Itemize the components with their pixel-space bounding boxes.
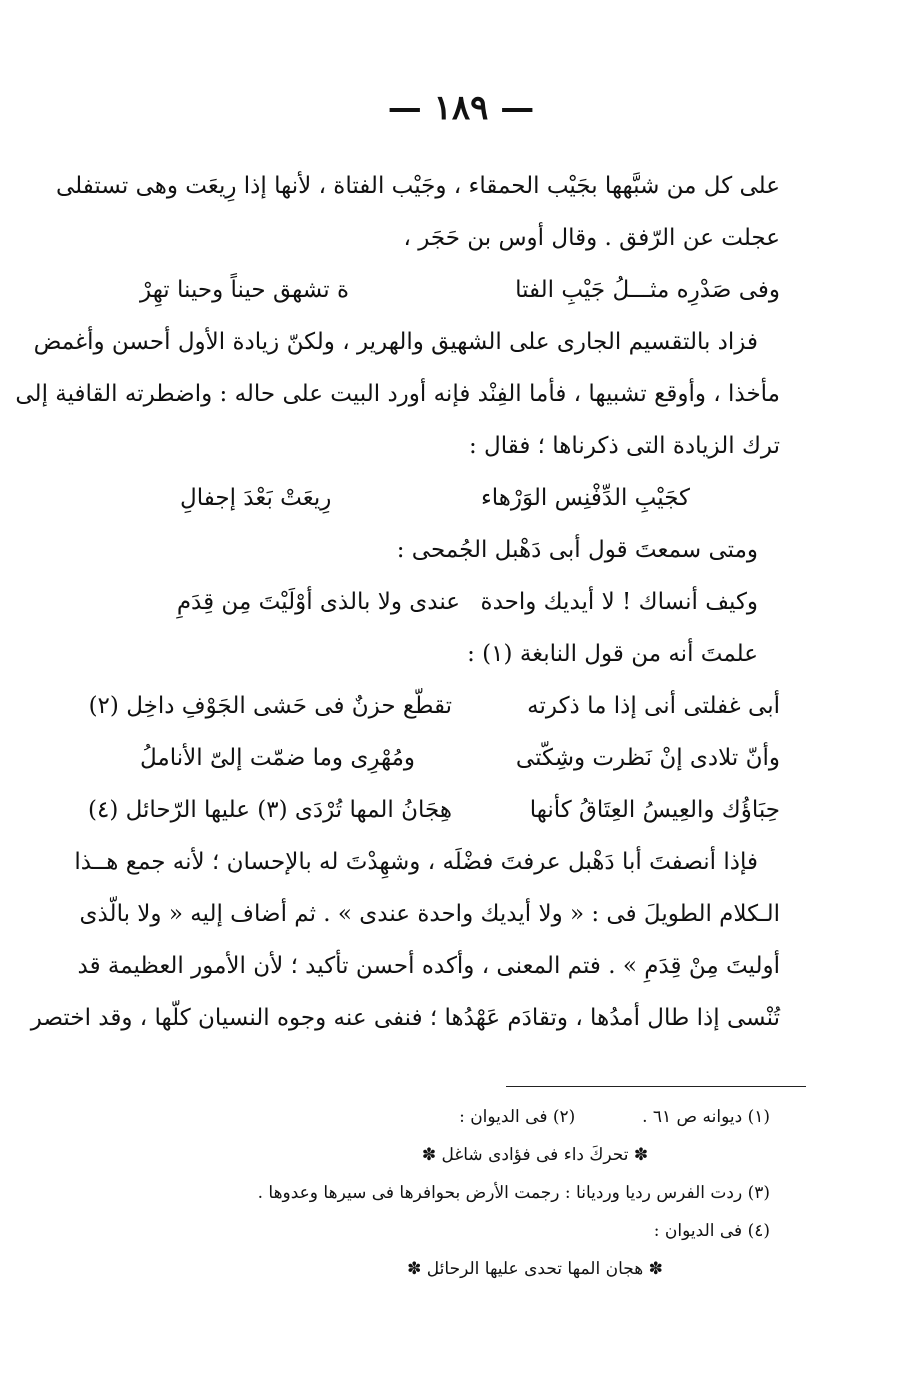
- text-line: ومتى سمعتَ قول أبى دَهْبل الجُمحى :: [396, 537, 758, 563]
- text-line: عجلت عن الرّفق . وقال أوس بن حَجَر ،: [403, 225, 780, 251]
- text-line: تُنْسى إذا طال أمدُها ، وتقادَم عَهْدُها ؛ فنفى عنه وجوه النسيان كلّها ، وقد اختصر: [30, 1005, 780, 1031]
- text-line: فزاد بالتقسيم الجارى على الشهيق والهرير ، ولكنّ زيادة الأول أحسن وأغمض: [33, 329, 758, 355]
- text-line: ترك الزيادة التى ذكرناها ؛ فقال :: [468, 433, 780, 459]
- footnote-divider: [506, 1086, 806, 1087]
- main-text: [15, 160, 780, 1044]
- verse-second-hemistich: ة تشهق حيناً وحينا تهِرْ: [140, 277, 350, 303]
- verse-line: [140, 732, 780, 784]
- text-line: فإذا أنصفتَ أبا دَهْبل عرفتَ فضْلَه ، وشهِدْتَ له بالإحسان ؛ لأنه جمع هــذا: [74, 849, 758, 875]
- footnote-row: [180, 1098, 770, 1136]
- page-number: — ١٨٩ —: [387, 88, 535, 128]
- verse-second-hemistich: رِيعَتْ بَعْدَ إجفالِ: [180, 485, 332, 511]
- footnote-2: (٢) فى الديوان :: [459, 1107, 576, 1127]
- verse-first-hemistich: وفى صَدْرِه مثـــلُ جَيْبِ الفتا: [515, 277, 780, 303]
- verse-line: [88, 680, 780, 732]
- verse-first-hemistich: أبى غفلتى أنى إذا ما ذكرته: [527, 693, 780, 719]
- footnote-4-verse: ✽ هجان المها تحدى عليها الرحائل ✽: [407, 1259, 663, 1279]
- text-line: علمتَ أنه من قول النابغة (١) :: [467, 641, 758, 667]
- footnotes: [180, 1098, 770, 1288]
- text-line: الـكلام الطويلَ فى : « ولا أيديك واحدة عندى » . ثم أضاف إليه « ولا بالّذى: [79, 901, 780, 927]
- verse-line: [140, 472, 780, 524]
- verse-line: [140, 264, 780, 316]
- verse-second-hemistich: ومُهْرِى وما ضمّت إلىّ الأناملُ: [140, 745, 416, 771]
- text-line: مأخذا ، وأوقع تشبيها ، فأما الفِنْد فإنه أورد البيت على حاله : واضطرته القافية إلى: [15, 381, 780, 407]
- verse-first-hemistich: وكيف أنساك ! لا أيديك واحدة: [480, 589, 758, 615]
- text-line: أوليتَ مِنْ قِدَمِ » . فتم المعنى ، وأكده أحسن تأكيد ؛ لأن الأمور العظيمة قد: [77, 953, 780, 979]
- text-line: على كل من شبَّهها بجَيْب الحمقاء ، وجَيْب الفتاة ، لأنها إذا رِيعَت وهى تستفلى: [55, 173, 780, 199]
- verse-line: [87, 784, 780, 836]
- verse-line: [140, 576, 780, 628]
- footnote-1: (١) ديوانه ص ٦١ .: [642, 1107, 770, 1127]
- verse-first-hemistich: كجَيْبِ الدِّفْنِس الوَرْهاء: [480, 485, 690, 511]
- footnote-3: (٣) ردت الفرس رديا ورديانا : رجمت الأرض بحوافرها فى سيرها وعدوها .: [257, 1183, 770, 1203]
- footnote-4: (٤) فى الديوان :: [653, 1221, 770, 1241]
- footnote-2-verse: ✽ تحركَ داء فى فؤادى شاغل ✽: [421, 1145, 649, 1165]
- verse-first-hemistich: حِبَاؤُك والعِيسُ العِتَاقُ كأنها: [529, 797, 780, 823]
- verse-second-hemistich: عندى ولا بالذى أوْلَيْتَ مِن قِدَمِ: [176, 589, 460, 615]
- verse-first-hemistich: وأنّ تلادى إنْ نَظرت وشِكّتى: [515, 745, 780, 771]
- verse-second-hemistich: هِجَانُ المها تُرْدَى (٣) عليها الرّحائل (٤): [87, 797, 452, 823]
- verse-second-hemistich: تقطّع حزنٌ فى حَشى الجَوْفِ داخِل (٢): [88, 693, 452, 719]
